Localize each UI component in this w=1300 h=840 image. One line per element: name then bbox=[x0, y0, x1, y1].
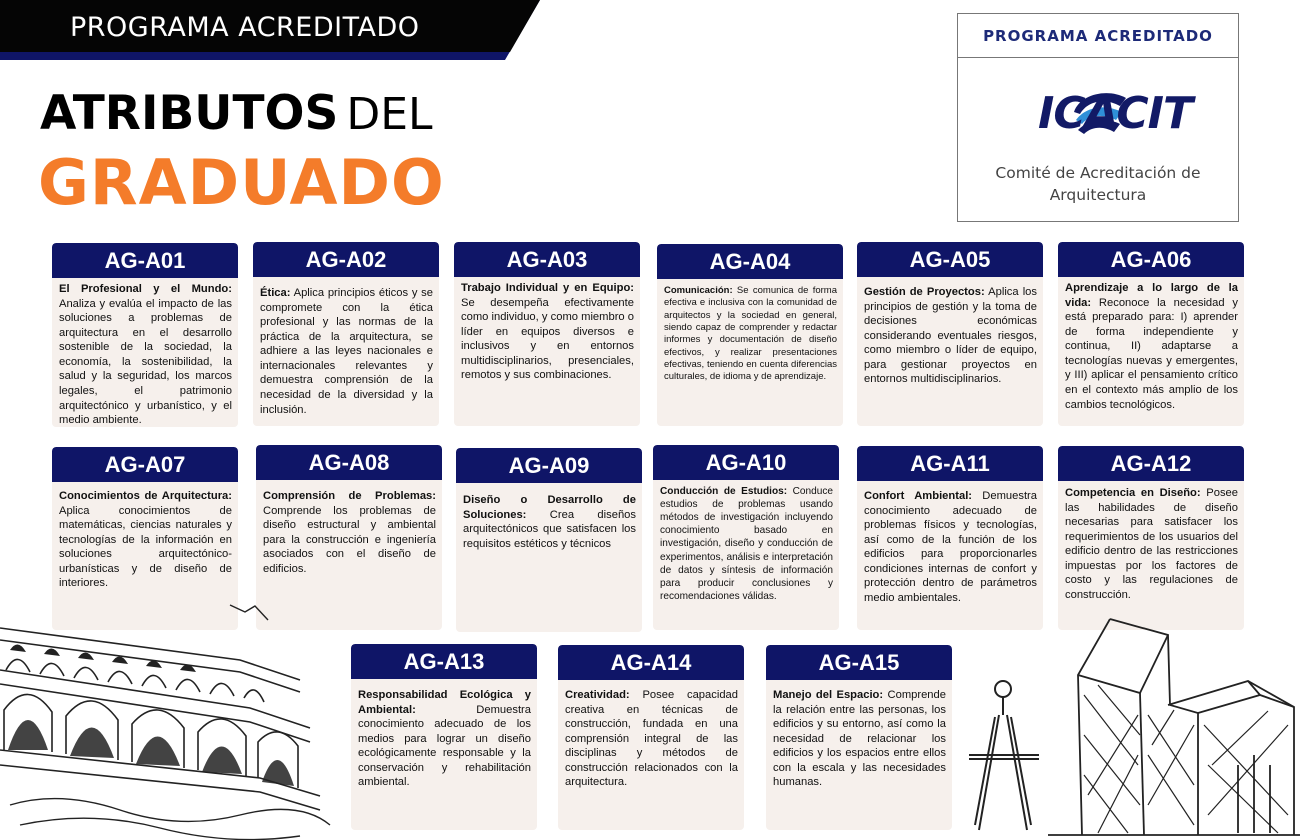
card-text: Comprende la relación entre las personas, los edificios y su entorno, así como la necesidad de relacionar los edificios y los espacios entre ellos con la escala y las necesidades humanas. bbox=[773, 689, 946, 789]
attribute-card-a13 bbox=[351, 644, 537, 830]
card-term: Creatividad: bbox=[565, 689, 630, 701]
card-term: Responsabilidad Ecológica y Ambiental: bbox=[358, 689, 531, 716]
card-code: AG-A03 bbox=[454, 242, 640, 277]
attribute-card-a05 bbox=[857, 242, 1043, 426]
card-description bbox=[253, 277, 439, 417]
card-code: AG-A08 bbox=[256, 445, 442, 480]
card-term: Conocimientos de Arquitectura: bbox=[59, 490, 232, 502]
card-code: AG-A07 bbox=[52, 447, 238, 482]
card-term: Confort Ambiental: bbox=[864, 490, 973, 502]
card-term: Gestión de Proyectos: bbox=[864, 286, 985, 298]
card-code: AG-A15 bbox=[766, 645, 952, 680]
card-description bbox=[1058, 277, 1244, 412]
card-text: Demuestra conocimiento adecuado de problemas físicos y tecnologías, así como de la función de los edificios para proporcionarles condiciones internas de confort y protección dentro de parámetros medio ambientales. bbox=[864, 490, 1037, 604]
attribute-card-a09 bbox=[456, 448, 642, 632]
card-code: AG-A13 bbox=[351, 644, 537, 679]
card-term: Aprendizaje a lo largo de la vida: bbox=[1065, 282, 1238, 309]
card-description bbox=[454, 277, 640, 383]
card-description bbox=[52, 278, 238, 427]
card-text: Se desempeña efectivamente como individuo, y como miembro o líder en equipos diversos e inclusivos y en entornos multidisciplinarios, presenciales, remotos y sus combinaciones. bbox=[461, 296, 634, 382]
attribute-card-a03 bbox=[454, 242, 640, 426]
aqueduct-sketch-icon bbox=[0, 600, 345, 840]
card-code: AG-A11 bbox=[857, 446, 1043, 481]
title-thin-word: DEL bbox=[346, 89, 433, 140]
attribute-card-a11 bbox=[857, 446, 1043, 630]
icacit-logo-box bbox=[957, 13, 1239, 222]
card-code: AG-A01 bbox=[52, 243, 238, 278]
attribute-card-a06 bbox=[1058, 242, 1244, 426]
card-description bbox=[52, 482, 238, 591]
card-term: Diseño o Desarrollo de Soluciones: bbox=[463, 494, 636, 521]
card-text: Crea diseños arquitectónicos que satisfacen los requisitos estéticos y técnicos bbox=[463, 508, 636, 550]
page-title-line2: GRADUADO bbox=[38, 146, 445, 219]
card-code: AG-A10 bbox=[653, 445, 839, 480]
compass-sketch-icon bbox=[965, 675, 1045, 835]
card-code: AG-A05 bbox=[857, 242, 1043, 277]
card-term: El Profesional y el Mundo: bbox=[59, 283, 232, 295]
attribute-card-a12 bbox=[1058, 446, 1244, 630]
card-text: Conduce estudios de problemas usando métodos de investigación incluyendo conocimiento basado en investigación, diseño y conducción de experimentos, análisis e interpretación de datos y síntesis de información para producir conclusiones y recomendaciones válidas. bbox=[660, 486, 834, 602]
card-code: AG-A02 bbox=[253, 242, 439, 277]
card-term: Comprensión de Problemas: bbox=[263, 490, 436, 502]
banner-text: PROGRAMA ACREDITADO bbox=[70, 12, 420, 43]
card-term: Comunicación: bbox=[664, 285, 733, 296]
card-description bbox=[653, 480, 839, 603]
attribute-card-a10 bbox=[653, 445, 839, 630]
card-text: Reconoce la necesidad y está preparado para: I) aprender de forma independiente y continua, II) adaptarse a tecnologías nuevas y emergentes, y III) aplicar el pensamiento crítico en el contexto más amplio de los cambios tecnológicos. bbox=[1065, 296, 1238, 411]
card-code: AG-A09 bbox=[456, 448, 642, 483]
card-text: Comprende los problemas de diseño estructural y ambiental para la construcción e ingeniería asociados con el diseño de edificios. bbox=[263, 504, 436, 575]
page-title-line1 bbox=[40, 86, 433, 141]
logo-subtitle bbox=[958, 162, 1238, 206]
card-description bbox=[766, 680, 952, 790]
logo-subtitle-line2: Arquitectura bbox=[1049, 186, 1147, 204]
attribute-card-a04 bbox=[657, 244, 843, 426]
card-description bbox=[456, 483, 642, 551]
card-text: Aplica los principios de gestión y la toma de decisiones económicas considerando eventuales riesgos, como miembro o líder de equipo, para gestionar proyectos en entornos multidisciplinarios. bbox=[864, 286, 1037, 386]
card-term: Manejo del Espacio: bbox=[773, 689, 884, 701]
card-description bbox=[657, 279, 843, 384]
title-bold-word: ATRIBUTOS bbox=[40, 86, 339, 141]
card-term: Ética: bbox=[260, 287, 291, 299]
card-description bbox=[857, 277, 1043, 387]
building-sketch-icon bbox=[1048, 615, 1300, 840]
attribute-card-a14 bbox=[558, 645, 744, 830]
card-term: Competencia en Diseño: bbox=[1065, 487, 1201, 499]
card-text: Posee las habilidades de diseño necesarias para satisfacer los requerimientos de los usuarios del edificio dentro de las restricciones impuestas por los factores de costo y las regulaciones de construcción. bbox=[1065, 487, 1238, 601]
card-description bbox=[558, 680, 744, 790]
card-text: Aplica conocimientos de matemáticas, ciencias naturales y tecnologías de la información en soluciones arquitectónico-urbanísticas y de diseño de interiores. bbox=[59, 504, 232, 590]
attribute-card-a15 bbox=[766, 645, 952, 830]
card-code: AG-A06 bbox=[1058, 242, 1244, 277]
card-text: Demuestra conocimiento adecuado de los medios para lograr un diseño ecológicamente responsable y la conservación y rehabilitación ambiental. bbox=[358, 703, 531, 789]
logo-subtitle-line1: Comité de Acreditación de bbox=[995, 164, 1201, 182]
logo-header: PROGRAMA ACREDITADO bbox=[958, 14, 1238, 58]
card-code: AG-A14 bbox=[558, 645, 744, 680]
card-text: Aplica principios éticos y se compromete con la ética profesional y las normas de la práctica de la arquitectura, se adhiere a las leyes nacionales e internacionales relevantes y demuestra comprensión de la necesidad de la diversidad y la inclusión. bbox=[260, 287, 433, 416]
attribute-card-a02 bbox=[253, 242, 439, 426]
card-description bbox=[351, 679, 537, 790]
logo-wordmark: ICACIT bbox=[1038, 88, 1193, 139]
card-text: Analiza y evalúa el impacto de las soluciones a problemas de arquitectura en el desarrollo sostenible de la sociedad, la economía, la sostenibilidad, la salud y la seguridad, los marcos legales, el patrimonio arquitectónico y urbanístico, y el medio ambiente. bbox=[59, 297, 232, 427]
card-code: AG-A04 bbox=[657, 244, 843, 279]
card-text: Posee capacidad creativa en técnicas de construcción, fundada en una comprensión integral de las disciplinas y métodos de construcción relacionados con la arquitectura. bbox=[565, 689, 738, 789]
card-term: Trabajo Individual y en Equipo: bbox=[461, 282, 634, 294]
card-text: Se comunica de forma efectiva e inclusiva con la comunidad de arquitectos y la sociedad en general, siendo capaz de comprender y redactar informes y documentación de diseño efectivos, y realizar presentaciones efectivas, teniendo en cuenta diferencias culturales, de idioma y de aprendizaje. bbox=[664, 285, 837, 383]
card-code: AG-A12 bbox=[1058, 446, 1244, 481]
card-description bbox=[256, 480, 442, 576]
card-description bbox=[857, 481, 1043, 606]
card-term: Conducción de Estudios: bbox=[660, 486, 788, 497]
attribute-card-a01 bbox=[52, 243, 238, 427]
card-description bbox=[1058, 481, 1244, 603]
